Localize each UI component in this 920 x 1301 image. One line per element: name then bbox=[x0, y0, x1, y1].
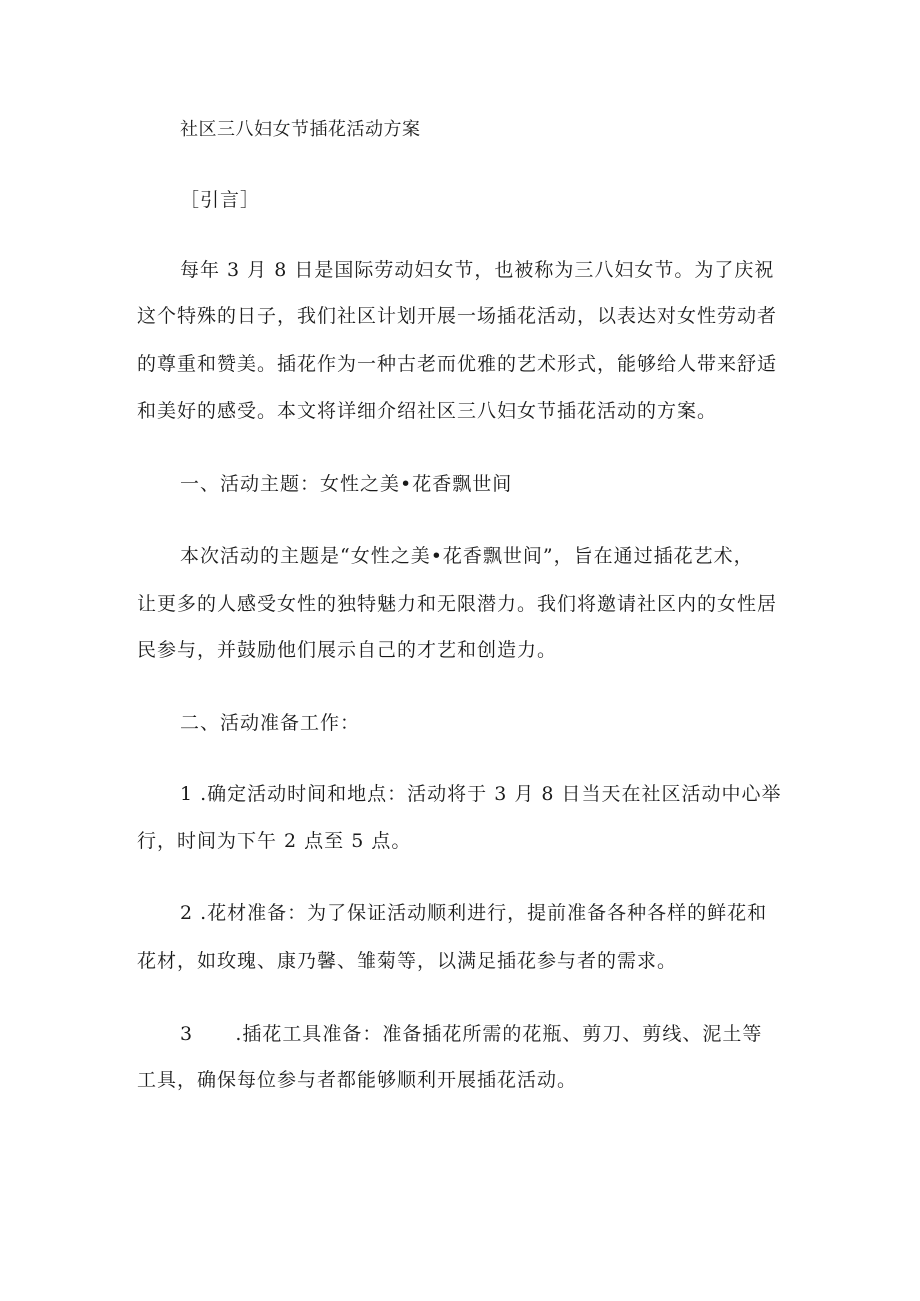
list-item-1-line: 1 .确定活动时间和地点：活动将于 3 月 8 日当天在社区活动中心举 bbox=[180, 783, 782, 805]
section2-heading: 二、活动准备工作： bbox=[180, 712, 361, 734]
intro-heading: ［引言］ bbox=[180, 189, 261, 211]
intro-paragraph-line: 和美好的感受。本文将详细介绍社区三八妇女节插花活动的方案。 bbox=[137, 400, 718, 422]
list-item-2-line: 2 .花材准备：为了保证活动顺利进行，提前准备各种各样的鲜花和 bbox=[180, 902, 768, 924]
intro-paragraph-line: 这个特殊的日子，我们社区计划开展一场插花活动，以表达对女性劳动者 bbox=[137, 305, 778, 327]
list-item-1-line: 行，时间为下午 2 点至 5 点。 bbox=[137, 830, 412, 852]
intro-paragraph-line: 的尊重和赞美。插花作为一种古老而优雅的艺术形式，能够给人带来舒适 bbox=[137, 353, 778, 375]
section1-heading: 一、活动主题：女性之美•花香飘世间 bbox=[180, 473, 513, 495]
section1-paragraph-line: 让更多的人感受女性的独特魅力和无限潜力。我们将邀请社区内的女性居 bbox=[137, 593, 778, 615]
section1-paragraph-line: 本次活动的主题是“女性之美•花香飘世间”，旨在通过插花艺术， bbox=[180, 545, 754, 567]
list-item-3-line: 3 .插花工具准备：准备插花所需的花瓶、剪刀、剪线、泥土等 bbox=[180, 1023, 763, 1045]
section1-paragraph-line: 民参与，并鼓励他们展示自己的才艺和创造力。 bbox=[137, 639, 558, 661]
list-item-3-line: 工具，确保每位参与者都能够顺利开展插花活动。 bbox=[137, 1069, 578, 1091]
list-item-2-line: 花材，如玫瑰、康乃馨、雏菊等，以满足插花参与者的需求。 bbox=[137, 950, 678, 972]
intro-paragraph-line: 每年 3 月 8 日是国际劳动妇女节，也被称为三八妇女节。为了庆祝 bbox=[180, 259, 775, 281]
document-title: 社区三八妇女节插花活动方案 bbox=[180, 119, 421, 140]
